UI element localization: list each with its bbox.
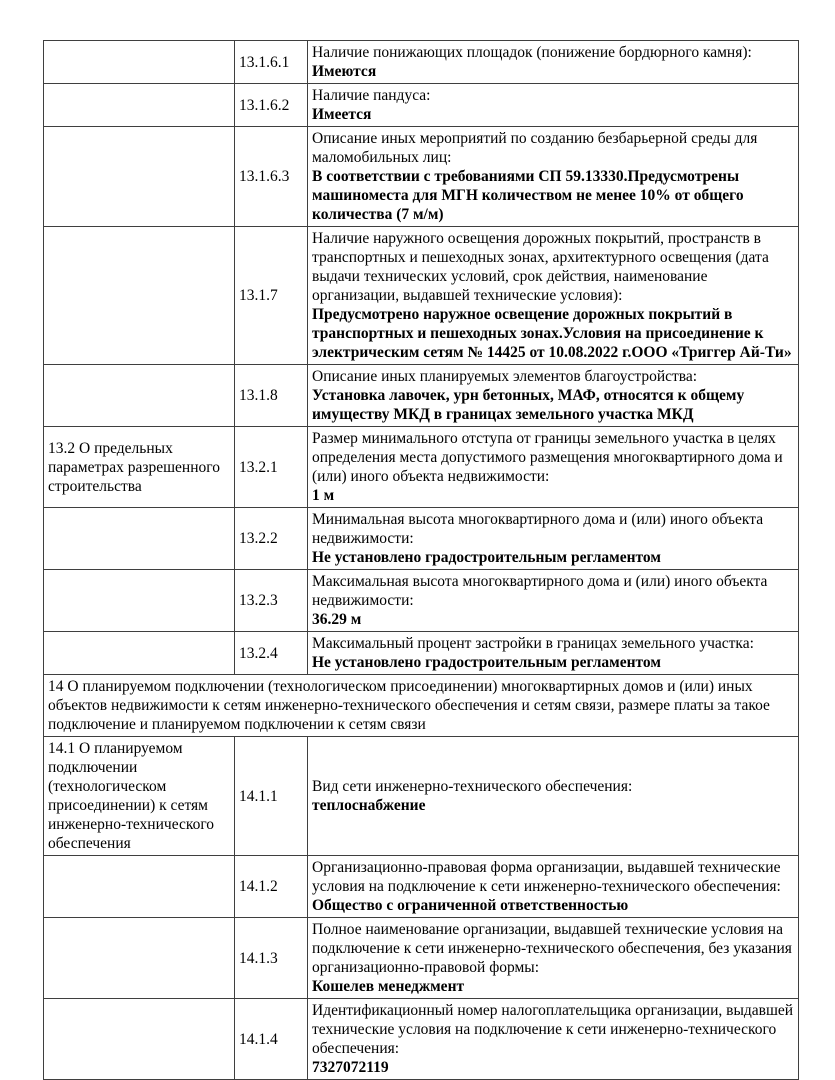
table-row <box>44 227 799 365</box>
section-header-cell: 14 О планируемом подключении (технологическом присоединении) многоквартирных домов и (или) иных объектов недвижимости к сетям инженерно-технического обеспечения и сетям связи, размере платы за такое подключение и планируемом подключении к сетям связи <box>44 675 799 737</box>
field-label: Максимальный процент застройки в границах земельного участка: <box>312 635 754 652</box>
code-cell: 13.1.7 <box>235 227 308 365</box>
code-cell: 13.1.6.3 <box>235 127 308 227</box>
table-row <box>44 570 799 632</box>
table-row <box>44 999 799 1080</box>
field-label: Описание иных мероприятий по созданию безбарьерной среды для маломобильных лиц: <box>312 130 758 166</box>
section-cell <box>44 227 235 365</box>
field-value: теплоснабжение <box>312 797 426 814</box>
field-value: В соответствии с требованиями СП 59.13330.Предусмотрены машиноместа для МГН количеством не менее 10% от общего количества (7 м/м) <box>312 168 744 223</box>
table-row <box>44 918 799 999</box>
section-cell <box>44 508 235 570</box>
table-row <box>44 365 799 427</box>
section-cell <box>44 127 235 227</box>
content-cell <box>308 856 799 918</box>
section-cell: 14.1 О планируемом подключении (технологическом присоединении) к сетям инженерно-технического обеспечения <box>44 737 235 856</box>
table-row <box>44 427 799 508</box>
declaration-table-body <box>44 41 799 1080</box>
code-cell: 13.1.6.1 <box>235 41 308 84</box>
section-cell <box>44 41 235 84</box>
field-label: Наличие понижающих площадок (понижение бордюрного камня): <box>312 44 752 61</box>
field-label: Организационно-правовая форма организации, выдавшей технические условия на подключение к сети инженерно-технического обеспечения: <box>312 859 781 895</box>
section-cell <box>44 999 235 1080</box>
field-value: Не установлено градостроительным регламентом <box>312 549 661 566</box>
code-cell: 13.2.4 <box>235 632 308 675</box>
field-label: Описание иных планируемых элементов благоустройства: <box>312 368 698 385</box>
section-header-row <box>44 675 799 737</box>
section-cell <box>44 365 235 427</box>
content-cell <box>308 41 799 84</box>
section-cell <box>44 84 235 127</box>
table-row <box>44 127 799 227</box>
content-cell <box>308 632 799 675</box>
field-value: Не установлено градостроительным регламентом <box>312 654 661 671</box>
field-value: 36.29 м <box>312 611 362 628</box>
content-cell <box>308 365 799 427</box>
field-label: Минимальная высота многоквартирного дома и (или) иного объекта недвижимости: <box>312 511 764 547</box>
table-row <box>44 632 799 675</box>
code-cell: 14.1.4 <box>235 999 308 1080</box>
field-label: Вид сети инженерно-технического обеспечения: <box>312 778 633 795</box>
code-cell: 13.2.2 <box>235 508 308 570</box>
section-cell <box>44 632 235 675</box>
content-cell <box>308 227 799 365</box>
field-value: Имеются <box>312 63 377 80</box>
table-row <box>44 856 799 918</box>
field-value: Кошелев менеджмент <box>312 978 465 995</box>
field-label: Полное наименование организации, выдавшей технические условия на подключение к сети инженерно-технического обеспечения, без указания организационно-правовой формы: <box>312 921 792 976</box>
table-row <box>44 84 799 127</box>
table-row <box>44 737 799 856</box>
section-cell <box>44 570 235 632</box>
table-row <box>44 41 799 84</box>
code-cell: 13.2.1 <box>235 427 308 508</box>
code-cell: 14.1.1 <box>235 737 308 856</box>
content-cell <box>308 999 799 1080</box>
field-value: 7327072119 <box>312 1059 389 1076</box>
section-cell: 13.2 О предельных параметрах разрешенного строительства <box>44 427 235 508</box>
field-label: Наличие наружного освещения дорожных покрытий, пространств в транспортных и пешеходных зонах, архитектурного освещения (дата выдачи технических условий, срок действия, наименование организации, выдавшей технические условия): <box>312 230 769 304</box>
section-cell <box>44 856 235 918</box>
content-cell <box>308 508 799 570</box>
code-cell: 13.1.8 <box>235 365 308 427</box>
field-value: Общество с ограниченной ответственностью <box>312 897 629 914</box>
field-value: 1 м <box>312 487 335 504</box>
code-cell: 13.1.6.2 <box>235 84 308 127</box>
field-value: Предусмотрено наружное освещение дорожных покрытий в транспортных и пешеходных зонах.Условия на присоединение к электрическим сетям № 14425 от 10.08.2022 г.ООО «Триггер Ай-Ти» <box>312 306 792 361</box>
field-label: Максимальная высота многоквартирного дома и (или) иного объекта недвижимости: <box>312 573 768 609</box>
code-cell: 14.1.3 <box>235 918 308 999</box>
content-cell <box>308 570 799 632</box>
section-cell <box>44 918 235 999</box>
field-value: Имеется <box>312 106 372 123</box>
code-cell: 13.2.3 <box>235 570 308 632</box>
content-cell <box>308 737 799 856</box>
content-cell <box>308 84 799 127</box>
content-cell <box>308 127 799 227</box>
field-value: Установка лавочек, урн бетонных, МАФ, относятся к общему имуществу МКД в границах земельного участка МКД <box>312 387 745 423</box>
code-cell: 14.1.2 <box>235 856 308 918</box>
content-cell <box>308 918 799 999</box>
field-label: Размер минимального отступа от границы земельного участка в целях определения места допустимого размещения многоквартирного дома и (или) иного объекта недвижимости: <box>312 430 783 485</box>
field-label: Идентификационный номер налогоплательщика организации, выдавшей технические условия на подключение к сети инженерно-технического обеспечения: <box>312 1002 794 1057</box>
table-row <box>44 508 799 570</box>
field-label: Наличие пандуса: <box>312 87 431 104</box>
declaration-table <box>43 40 799 1080</box>
content-cell <box>308 427 799 508</box>
